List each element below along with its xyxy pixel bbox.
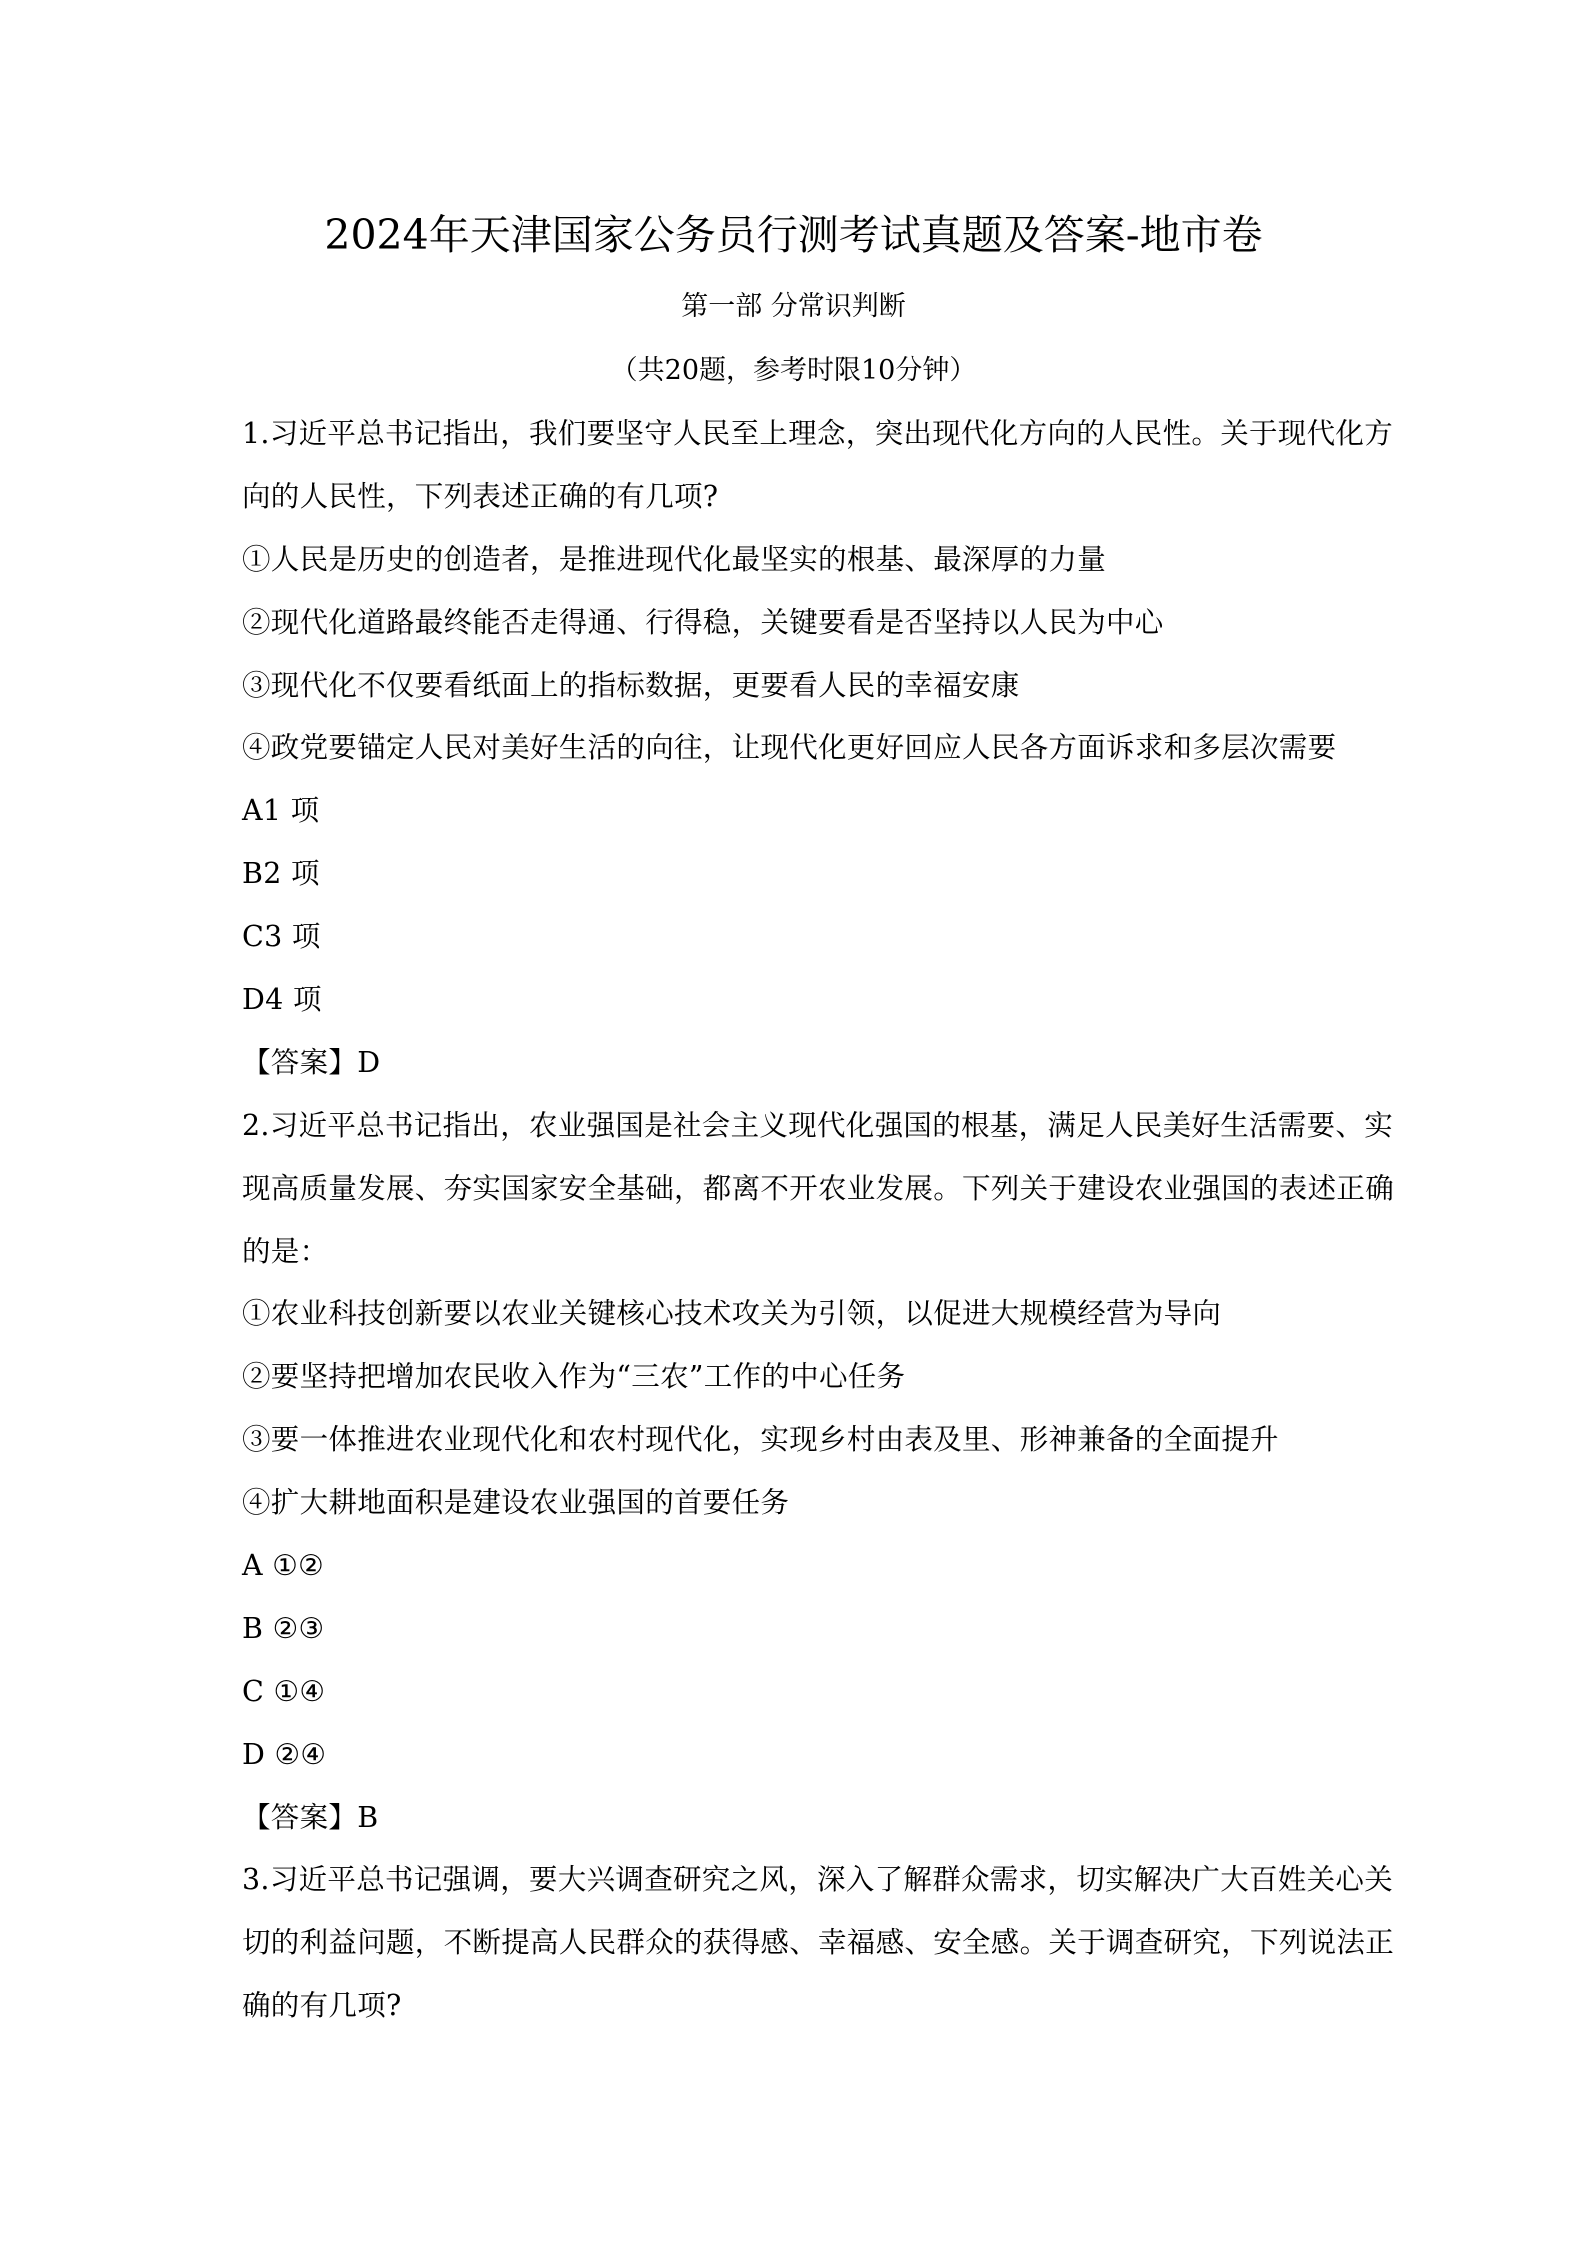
text-line: ②现代化道路最终能否走得通、行得稳，关键要看是否坚持以人民为中心 xyxy=(242,605,1164,639)
text-line: A ①② xyxy=(242,1549,324,1583)
text-line: 切的利益问题，不断提高人民群众的获得感、幸福感、安全感。关于调查研究，下列说法正 xyxy=(242,1926,1395,1960)
text-line: 现高质量发展、夯实国家安全基础，都离不开农业发展。下列关于建设农业强国的表述正确 xyxy=(242,1171,1395,1205)
section-heading: 第一部 分常识判断 xyxy=(681,291,906,322)
answer-line: 【答案】B xyxy=(242,1800,379,1834)
text-line: 3.习近平总书记强调，要大兴调查研究之风，深入了解群众需求，切实解决广大百姓关心关 xyxy=(242,1863,1393,1897)
text-line: ④政党要锚定人民对美好生活的向往，让现代化更好回应人民各方面诉求和多层次需要 xyxy=(242,731,1337,765)
section-note: （共20题，参考时限10分钟） xyxy=(610,355,977,386)
text-line: ③要一体推进农业现代化和农村现代化，实现乡村由表及里、形神兼备的全面提升 xyxy=(242,1423,1279,1457)
text-line: ③现代化不仅要看纸面上的指标数据，更要看人民的幸福安康 xyxy=(242,668,1020,702)
text-line: 1.习近平总书记指出，我们要坚守人民至上理念，突出现代化方向的人民性。关于现代化方 xyxy=(242,417,1393,450)
text-line: ④扩大耕地面积是建设农业强国的首要任务 xyxy=(242,1486,790,1520)
text-line: ①人民是历史的创造者，是推进现代化最坚实的根基、最深厚的力量 xyxy=(242,542,1107,576)
text-line: 确的有几项? xyxy=(242,1989,402,2023)
text-line: C3 项 xyxy=(242,920,321,954)
text-line: 的是： xyxy=(242,1234,329,1268)
text-line: 2.习近平总书记指出，农业强国是社会主义现代化强国的根基，满足人民美好生活需要、实 xyxy=(242,1108,1393,1142)
text-line: D4 项 xyxy=(242,983,322,1017)
document-body xyxy=(242,403,1395,2038)
text-line: 向的人民性，下列表述正确的有几项? xyxy=(242,479,719,513)
text-line: A1 项 xyxy=(242,794,320,828)
text-line: D ②④ xyxy=(242,1737,327,1771)
text-line: B ②③ xyxy=(242,1611,325,1645)
text-line: ②要坚持把增加农民收入作为“三农”工作的中心任务 xyxy=(242,1360,906,1394)
text-line: B2 项 xyxy=(242,857,320,891)
text-line: ①农业科技创新要以农业关键核心技术攻关为引领，以促进大规模经营为导向 xyxy=(242,1297,1222,1331)
answer-line: 【答案】D xyxy=(242,1045,381,1079)
document-title: 2024年天津国家公务员行测考试真题及答案-地市卷 xyxy=(324,211,1263,259)
text-line: C ①④ xyxy=(242,1674,326,1708)
